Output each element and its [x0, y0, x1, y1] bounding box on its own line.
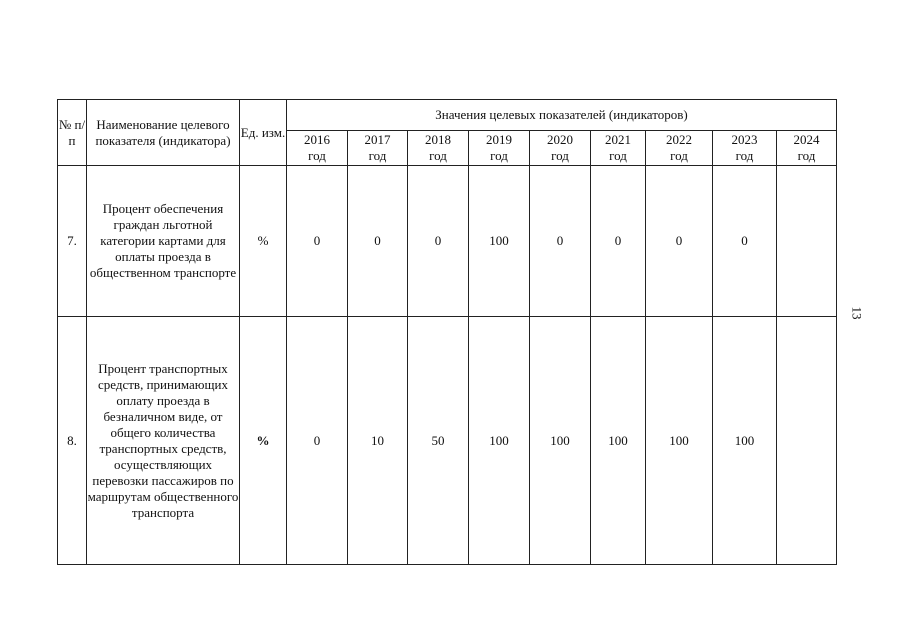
value-cell: 100: [713, 317, 777, 565]
year-header: [348, 131, 408, 166]
year-header: [646, 131, 713, 166]
page-number: 13: [849, 306, 865, 320]
unit-cell: %: [240, 166, 287, 317]
year-label: 2019: [486, 132, 512, 147]
year-unit-label: год: [490, 148, 508, 163]
value-cell: 0: [287, 317, 348, 565]
value-cell: 0: [348, 166, 408, 317]
value-cell: 0: [287, 166, 348, 317]
year-header: [408, 131, 469, 166]
row-number: 7.: [58, 166, 87, 317]
indicators-table: [57, 99, 837, 565]
year-label: 2021: [605, 132, 631, 147]
year-header: [777, 131, 837, 166]
value-cell: 100: [591, 317, 646, 565]
value-cell: 100: [646, 317, 713, 565]
year-unit-label: год: [551, 148, 569, 163]
header-name: Наименование целевого показателя (индикатора): [87, 100, 240, 166]
value-cell: 0: [713, 166, 777, 317]
year-unit-label: год: [797, 148, 816, 163]
year-label: 2022: [666, 132, 692, 147]
year-unit-label: год: [429, 148, 447, 163]
value-cell: 100: [469, 166, 530, 317]
year-label: 2023: [731, 132, 758, 147]
unit-cell: %: [240, 317, 287, 565]
year-header: [713, 131, 777, 166]
year-unit-label: год: [308, 148, 326, 163]
value-cell: 100: [530, 317, 591, 565]
value-cell: 0: [646, 166, 713, 317]
indicator-name: Процент транспортных средств, принимающих оплату проезда в безналичном виде, от общего количества транспортных средств, осуществляющих перевозки пассажиров по маршрутам общественного транспорта: [87, 317, 240, 565]
value-cell: 50: [408, 317, 469, 565]
year-header: [591, 131, 646, 166]
header-unit: Ед. изм.: [240, 100, 287, 166]
year-label: 2018: [425, 132, 451, 147]
header-num: № п/п: [58, 100, 87, 166]
value-cell: 0: [408, 166, 469, 317]
indicator-name: Процент обеспечения граждан льготной категории картами для оплаты проезда в общественном транспорте: [87, 166, 240, 317]
value-cell: 0: [591, 166, 646, 317]
year-unit-label: год: [670, 148, 688, 163]
row-number: 8.: [58, 317, 87, 565]
year-unit-label: год: [609, 148, 627, 163]
year-header: [469, 131, 530, 166]
value-cell: [777, 317, 837, 565]
year-label: 2017: [364, 132, 391, 147]
value-cell: 100: [469, 317, 530, 565]
year-header: [530, 131, 591, 166]
year-unit-label: год: [735, 148, 754, 163]
year-header: [287, 131, 348, 166]
value-cell: 0: [530, 166, 591, 317]
year-label: 2016: [304, 132, 330, 147]
header-group: Значения целевых показателей (индикаторов): [287, 100, 837, 131]
year-unit-label: год: [368, 148, 387, 163]
year-label: 2020: [547, 132, 573, 147]
value-cell: 10: [348, 317, 408, 565]
year-label: 2024: [793, 132, 820, 147]
value-cell: [777, 166, 837, 317]
